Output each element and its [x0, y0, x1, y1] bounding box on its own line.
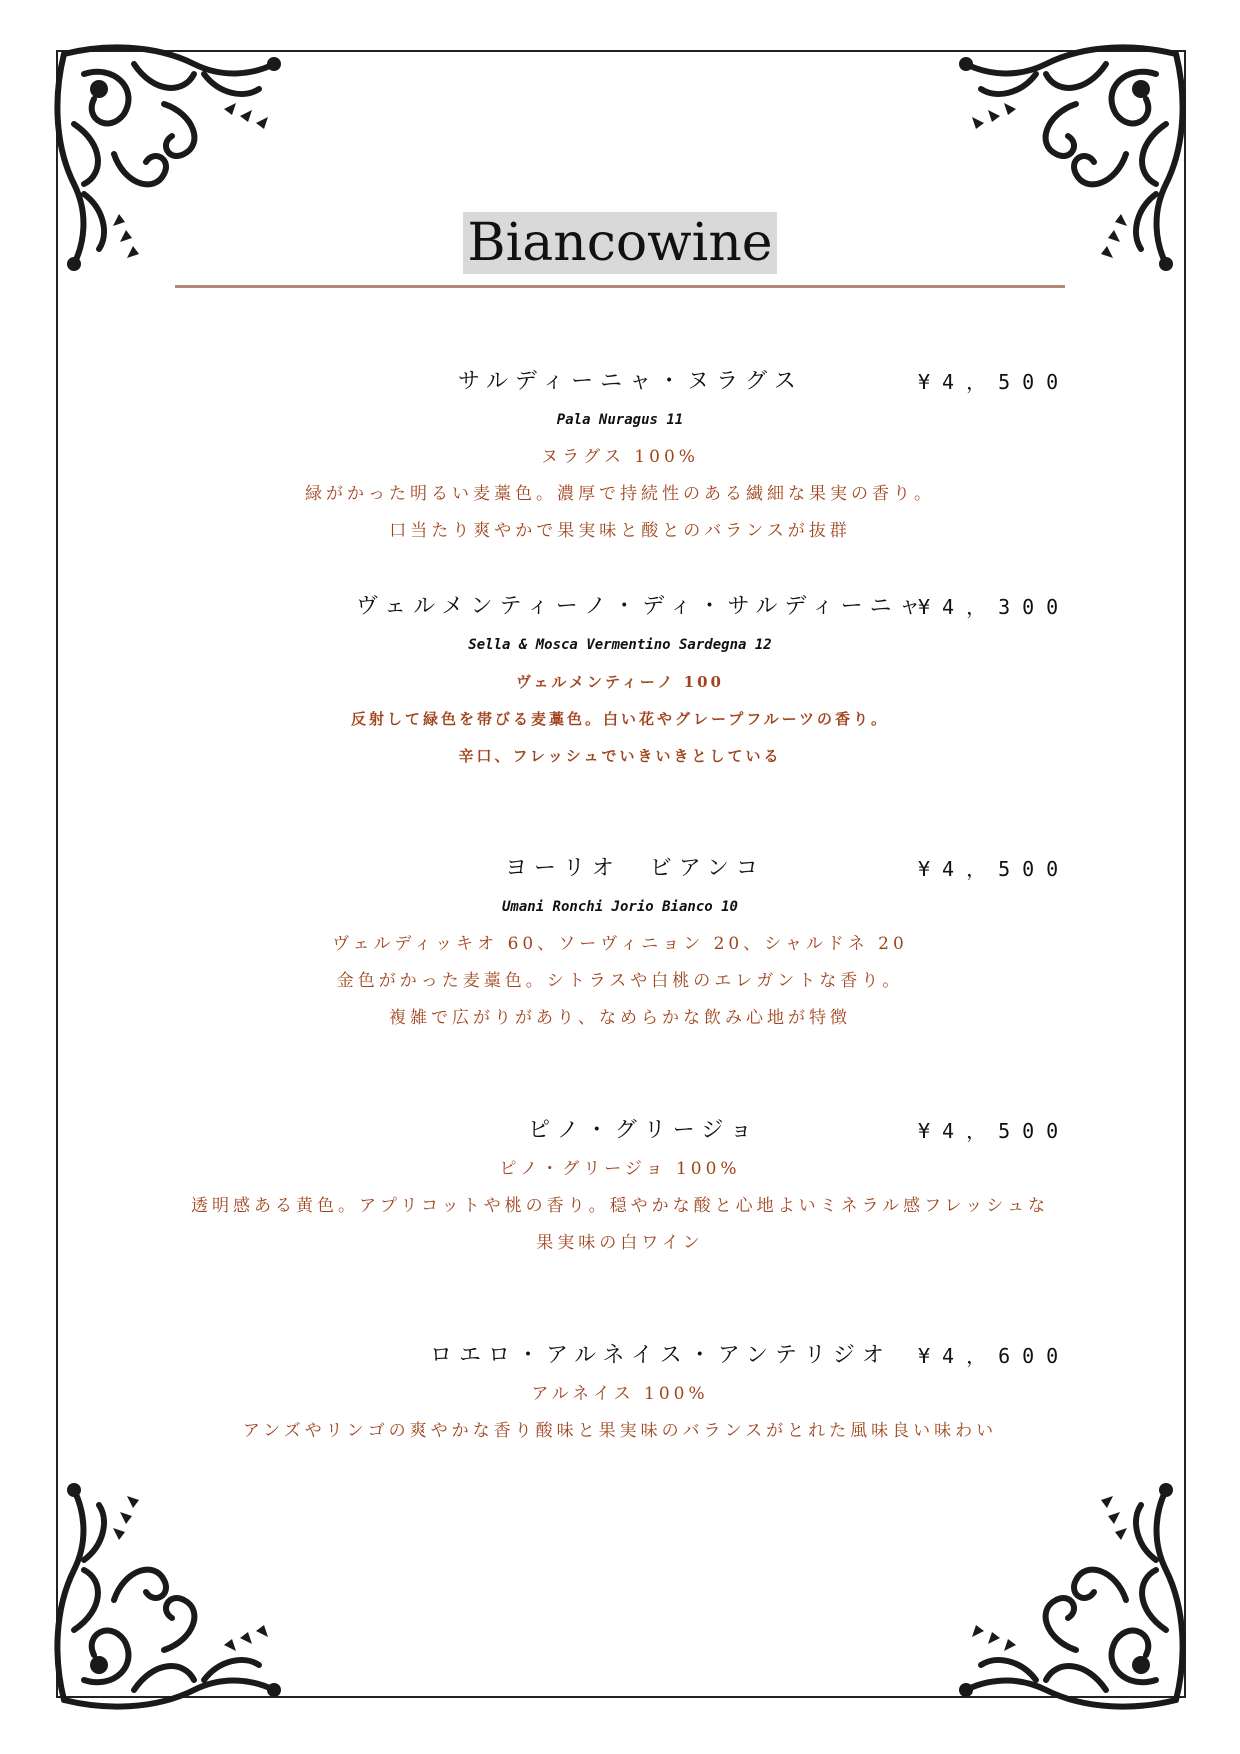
wine-note: 金色がかった麦藁色。シトラスや白桃のエレガントな香り。: [336, 971, 904, 991]
flourish-icon: [936, 1460, 1196, 1720]
wine-grape: ピノ・グリージョ 100%: [499, 1159, 741, 1179]
wine-producer: Pala Nuragus 11: [556, 412, 684, 428]
wine-note: 果実味の白ワイン: [536, 1233, 704, 1253]
wine-name: ヴェルメンティーノ・ディ・サルディーニャ: [356, 594, 928, 619]
wine-note: 辛口、フレッシュでいきいきとしている: [458, 747, 782, 765]
page-title: Biancowine: [463, 212, 776, 274]
wine-producer: Umani Ronchi Jorio Bianco 10: [501, 899, 738, 915]
wine-price: ¥4，600: [918, 1344, 1071, 1368]
wine-entry: [0, 587, 1240, 775]
wine-name: ロエロ・アルネイス・アンテリジオ: [430, 1343, 891, 1368]
wine-note: 反射して緑色を帯びる麦藁色。白い花やグレープフルーツの香り。: [350, 710, 890, 728]
wine-entry: [0, 1336, 1240, 1450]
wine-price: ¥4，300: [918, 595, 1071, 619]
wine-entry: [0, 362, 1240, 550]
wine-entry: [0, 1111, 1240, 1262]
wine-grape: ヌラグス 100%: [541, 447, 699, 467]
title-divider: [175, 285, 1065, 288]
wine-name: ヨーリオ ビアンコ: [505, 856, 765, 881]
wine-price: ¥4，500: [918, 370, 1071, 394]
wine-note: 緑がかった明るい麦藁色。濃厚で持続性のある繊細な果実の香り。: [305, 484, 935, 504]
wine-producer: Sella & Mosca Vermentino Sardegna 12: [468, 637, 772, 653]
wine-note: アンズやリンゴの爽やかな香り酸味と果実味のバランスがとれた風味良い味わい: [242, 1421, 998, 1441]
wine-note: 口当たり爽やかで果実味と酸とのバランスが抜群: [389, 521, 851, 541]
wine-note: 透明感ある黄色。アプリコットや桃の香り。穏やかな酸と心地よいミネラル感フレッシュな: [191, 1196, 1049, 1216]
corner-ornament-bottom-left: [44, 1460, 304, 1720]
wine-note: 複雑で広がりがあり、なめらかな飲み心地が特徴: [389, 1008, 851, 1028]
flourish-icon: [44, 1460, 304, 1720]
wine-name: ピノ・グリージョ: [528, 1118, 759, 1143]
wine-grape: ヴェルディッキオ 60、ソーヴィニョン 20、シャルドネ 20: [332, 934, 908, 954]
wine-name: サルディーニャ・ヌラグス: [458, 369, 803, 394]
wine-price: ¥4，500: [918, 857, 1071, 881]
wine-entry: [0, 849, 1240, 1037]
wine-price: ¥4，500: [918, 1119, 1071, 1143]
wine-grape: アルネイス 100%: [531, 1384, 709, 1404]
corner-ornament-bottom-right: [936, 1460, 1196, 1720]
wine-grape: ヴェルメンティーノ 100: [516, 673, 724, 691]
